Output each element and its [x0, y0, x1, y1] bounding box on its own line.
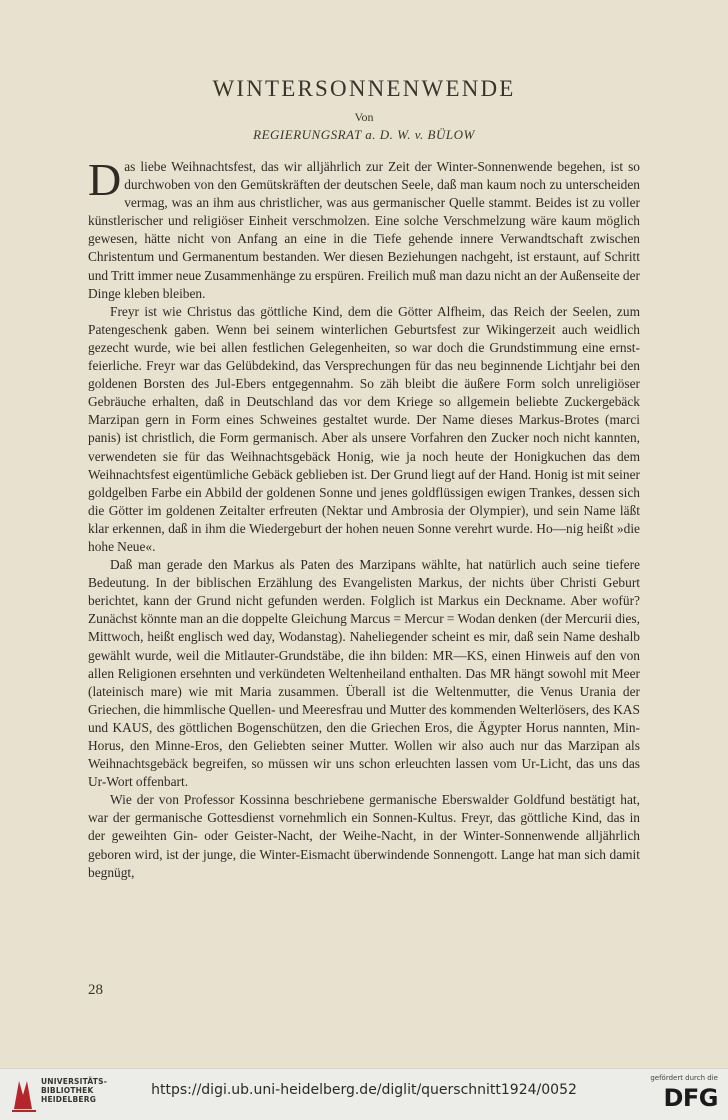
article-author: REGIERUNGSRAT a. D. W. v. BÜLOW [253, 127, 475, 142]
paragraph-3: Daß man gerade den Markus als Paten des Marzipans wählte, hat natürlich auch seine tiefere Bedeutung. In der biblischen Erzählung des Evangelisten Markus, der nichts über Christi Geburt berichtet, kann der Grund nicht gefunden werden. Folglich ist Markus ein Deckname. Aber wofür? Zunächst könnte man an die doppelte Gleichung Marcus = Mercur = Wodan denken (der Mercurii dies, Mittwoch, heißt englisch wed day, Wodanstag). Naheliegender scheint es mir, daß sein Name deshalb gewählt wurde, weil die Mitlauter-Grundstäbe, die ihn bilden: MR—KS, einen Hinweis auf den von allen Religionen ersehnten und verkündeten Weltenheiland enthalten. Das MR hängt sowohl mit Meer (lateinisch mare) wie mit Maria zusammen. Überall ist die Weltenmutter, die Venus Urania der Griechen, die himmlische Quellen- und Meeresfrau und Mutter des kommenden Welterlösers, des KAS und KAUS, des göttlichen Bogenschützen, den die Griechen Eros, die Ägypter Horus nannten, Min-Horus, den Minne-Eros, den Geliebten seiner Mutter. Wollen wir also auch nur das Marzipan als Weihnachtsgebäck begreifen, so müssen wir uns schon erleuchten lassen vom Ur-Licht, das uns das Ur-Wort offenbart. [88, 557, 640, 790]
paragraph-4: Wie der von Professor Kossinna beschriebene germanische Eberswalder Goldfund bestätigt hat, war der germanische Gottesdienst vornehmlich ein Sonnen-Kultus. Freyr, das göttliche Kind, das in der geweihten Gin- oder Geister-Nacht, der Weihe-Nacht, in der Winter-Sonnenwende alljährlich geboren wird, ist der junge, die Winter-Eismacht überwindende Sonnengott. Lange hat man sich damit begnügt, [88, 792, 640, 880]
article-title: WINTERSONNENWENDE [212, 76, 516, 101]
funding-note: gefördert durch die [650, 1074, 718, 1082]
byline-von: Von [354, 110, 374, 124]
paragraph-1 [88, 154, 640, 303]
paragraph-1-text: as liebe Weihnachtsfest, das wir alljährlich zur Zeit der Winter-Sonnenwende begehen, ist so durchwoben von den Gemütskräften der deutschen Seele, daß man kaum noch zu unterscheiden vermag, was an ihm aus christlicher, was aus germanischer Quelle stammt. Beides ist zu voller künstlerischer und religiöser Einheit verschmolzen. Eine solche Verschmelzung wäre kaum möglich gewesen, hätte nicht von Anfang an eine in die Tiefe gehende innere Verwandtschaft zwischen Christentum und Germanentum bestanden. Wer diesen Beziehungen nachgeht, ist erstaunt, auf Schritt und Tritt immer neue Zusammenhänge zu erspüren. Freilich muß man dazu nicht an der Außenseite der Dinge kleben bleiben. [88, 159, 640, 301]
permalink-url[interactable]: https://digi.ub.uni-heidelberg.de/diglit/querschnitt1924/0052 [151, 1082, 577, 1098]
library-name-line-3: HEIDELBERG [41, 1095, 97, 1104]
dfg-logo: DFG [663, 1084, 718, 1112]
paragraph-2: Freyr ist wie Christus das göttliche Kind, dem die Götter Alfheim, das Reich der Seelen, zum Patengeschenk gaben. Wenn bei seinem winterlichen Geburtsfest zur Wikingerzeit auch weidlich gezecht wurde, wie bei allen festlichen Gelegenheiten, so war doch die Grundstimmung eine ernst-feierliche. Freyr war das Gelübdekind, das Versprechungen für das neu beginnende Lichtjahr bei den goldenen Borsten des Jul-Ebers entgegennahm. So zäh bleibt die äußere Form solch unreligiöser Gebräuche erhalten, daß in Deutschland das vor dem Kriege so allgemein beliebte Zuckergebäck Marzipan gern in Form eines Schweines gestaltet wurde. Der Name dieses Markus-Brotes (marci panis) ist christlich, die Form germanisch. Aber als unsere Vorfahren den Zucker noch nicht kannten, verwendeten sie für das Weihnachtsgebäck Honig, wie ja noch heute der Honigkuchen das dem Weihnachtsfest eigentümliche Gebäck geblieben ist. Der Grund liegt auf der Hand. Honig ist mit seiner goldgelben Farbe ein Abbild der goldenen Sonne und jenes goldflüssigen ewigen Trankes, dessen sich die Götter im goldenen Zeitalter erfreuten (Nektar und Ambrosia der Olympier), und sein Name läßt klar erkennen, daß in ihm die Wiedergeburt der hohen neuen Sonne verehrt wurde. Ho—nig heißt »die hohe Neue«. [88, 303, 640, 554]
viewer-footer [0, 1068, 728, 1120]
library-name-line-2: BIBLIOTHEK [41, 1086, 94, 1095]
library-name-line-1: UNIVERSITÄTS- [41, 1077, 108, 1086]
article-body [88, 154, 640, 882]
page-number: 28 [88, 982, 103, 998]
drop-cap: D [88, 154, 122, 205]
